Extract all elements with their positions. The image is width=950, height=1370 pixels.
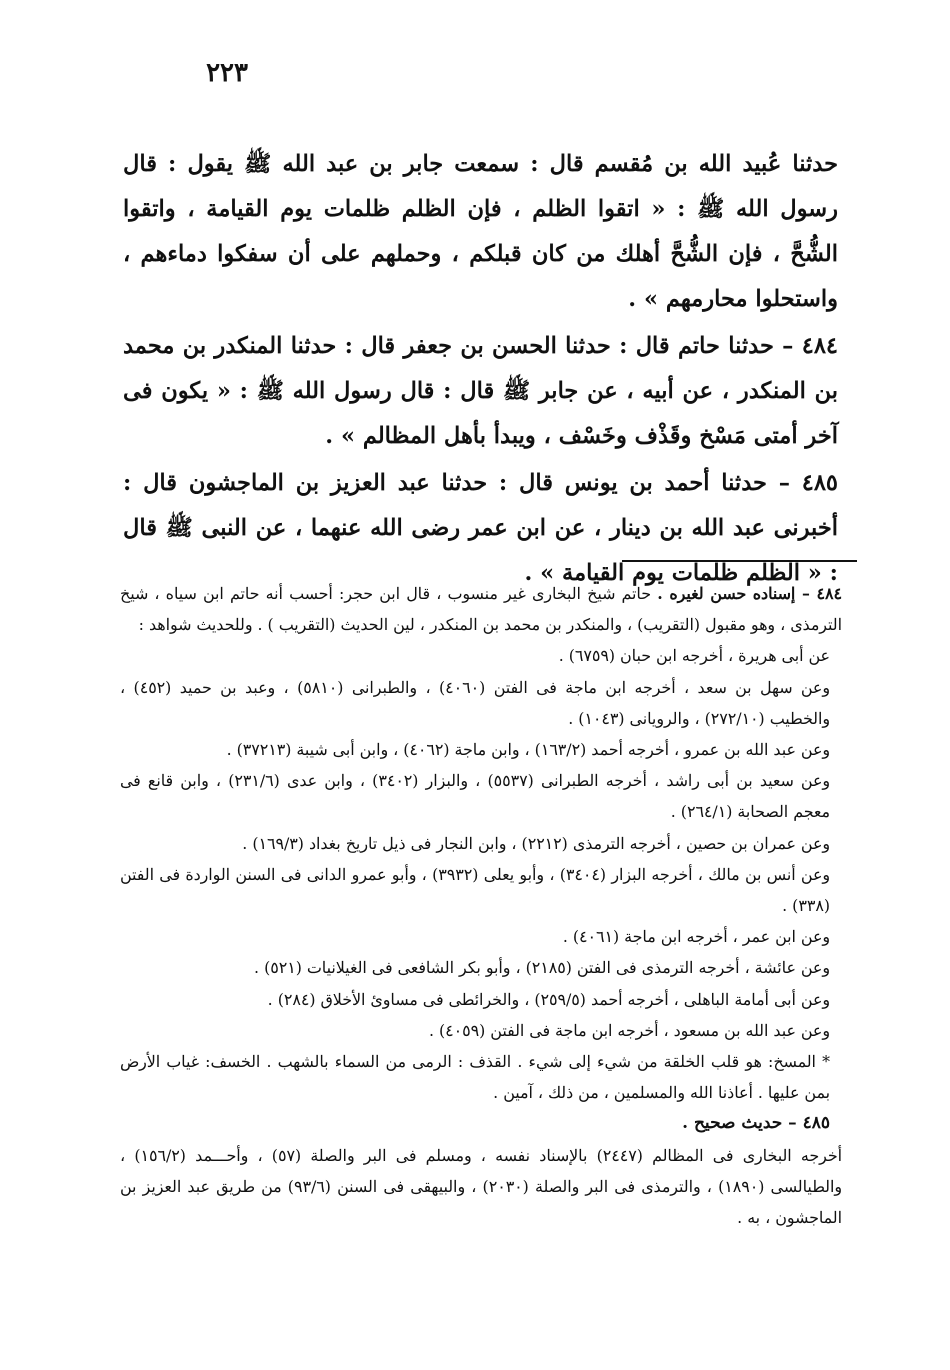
footnote-line: وعن عمران بن حصين ، أخرجه الترمذى (٢٢١٢) ، وابن النجار فى ذيل تاريخ بغداد (١٦٩/٣) . (242, 833, 830, 853)
footnote-line: وعن أبى أمامة الباهلى ، أخرجه أحمد (٢٥٩/٥) ، والخرائطى فى مساوئ الأخلاق (٢٨٤) . (267, 989, 830, 1009)
footnote-glossary: * المسخ: هو قلب الخلقة من شيء إلى شيء . القذف : الرمى من السماء بالشهب . الخسف: غياب الأرض بمن عليها . أعاذنا الله والمسلمين ، من ذلك ، آمين . (120, 1052, 830, 1103)
hadith-paragraph: ٤٨٤ – حدثنا حاتم قال : حدثنا الحسن بن جعفر قال : حدثنا المنكدر بن محمد بن المنكدر ، عن أبيه ، عن جابر ﷺ قال : قال رسول الله ﷺ : « يكون فى آخر أمتى مَسْخ وقَذْف وخَسْف ، ويبدأ بأهل المظالم » . (123, 333, 838, 449)
footnote-485-heading: ٤٨٥ – حديث صحيح . (682, 1113, 830, 1134)
footnote-line: عن أبى هريرة ، أخرجه ابن حبان (٦٧٥٩) . (558, 646, 830, 666)
footnote-484-heading: ٤٨٤ – إسناده حسن لغيره . (657, 584, 842, 603)
footnote-line: وعن سهل بن سعد ، أخرجه ابن ماجة فى الفتن (٤٠٦٠) ، والطبرانى (٥٨١٠) ، وعبد بن حميد (٤٥٢) ، والخطيب (٢٧٢/١٠) ، والرويانى (١٠٤٣) . (120, 677, 830, 728)
main-text (123, 142, 838, 598)
footnote-line: وعن عبد الله بن عمرو ، أخرجه أحمد (١٦٣/٢) ، وابن ماجة (٤٠٦٢) ، وابن أبى شيبة (٣٧٢١٣) . (226, 740, 830, 760)
hadith-paragraph: حدثنا عُبيد الله بن مُقسم قال : سمعت جابر بن عبد الله ﷺ يقول : قال رسول الله ﷺ : « اتقوا الظلم ، فإن الظلم ظلمات يوم القيامة ، واتقوا الشُّحَّ ، فإن الشُّحَّ أهلك من كان قبلكم ، وحملهم على أن سفكوا دماءهم ، واستحلوا محارمهم » . (123, 151, 838, 312)
page-number: ٢٢٣ (206, 58, 248, 88)
footnote-line: وعن عبد الله بن مسعود ، أخرجه ابن ماجة فى الفتن (٤٠٥٩) . (428, 1020, 830, 1040)
footnote-484 (120, 578, 842, 640)
footnote-484-text: حاتم شيخ البخارى غير منسوب ، قال ابن حجر: أحسب أنه حاتم ابن سياه ، شيخ الترمذى ، وهو مقبول (التقريب) ، والمنكدر بن محمد بن المنكدر ، لين الحديث (التقريب ) . وللحديث شواهد : (120, 584, 842, 635)
footnote-line: وعن عائشة ، أخرجه الترمذى فى الفتن (٢١٨٥) ، وأبو بكر الشافعى فى الغيلانيات (٥٢١) . (254, 958, 830, 978)
hadith-paragraph: ٤٨٥ – حدثنا أحمد بن يونس قال : حدثنا عبد العزيز بن الماجشون قال : أخبرنى عبد الله بن دينار ، عن ابن عمر رضى الله عنهما ، عن النبى ﷺ قال : « الظلم ظلمات يوم القيامة » . (123, 470, 838, 586)
footnote-line: وعن أنس بن مالك ، أخرجه البزار (٣٤٠٤) ، وأبو يعلى (٣٩٣٢) ، وأبو عمرو الدانى فى السنن الواردة فى الفتن (٣٣٨) . (120, 864, 831, 916)
footnotes (120, 578, 842, 1233)
footnote-divider (622, 560, 857, 562)
footnote-line: وعن ابن عمر ، أخرجه ابن ماجة (٤٠٦١) . (562, 927, 830, 947)
footnote-485-text: أخرجه البخارى فى المظالم (٢٤٤٧) بالإسناد نفسه ، ومسلم فى البر والصلة (٥٧) ، وأحـــمد (١٥٦/٢) ، والطيالسى (١٨٩٠) ، والترمذى فى البر والصلة (٢٠٣٠) ، والبيهقى فى السنن (٩٣/٦) من طريق عبد العزيز بن الماجشون ، به . (120, 1145, 842, 1228)
footnote-line: وعن سعيد بن أبى راشد ، أخرجه الطبرانى (٥٥٣٧) ، والبزار (٣٤٠٢) ، وابن عدى (٢٣١/٦) ، وابن قانع فى معجم الصحابة (٢٦٤/١) . (120, 771, 831, 822)
